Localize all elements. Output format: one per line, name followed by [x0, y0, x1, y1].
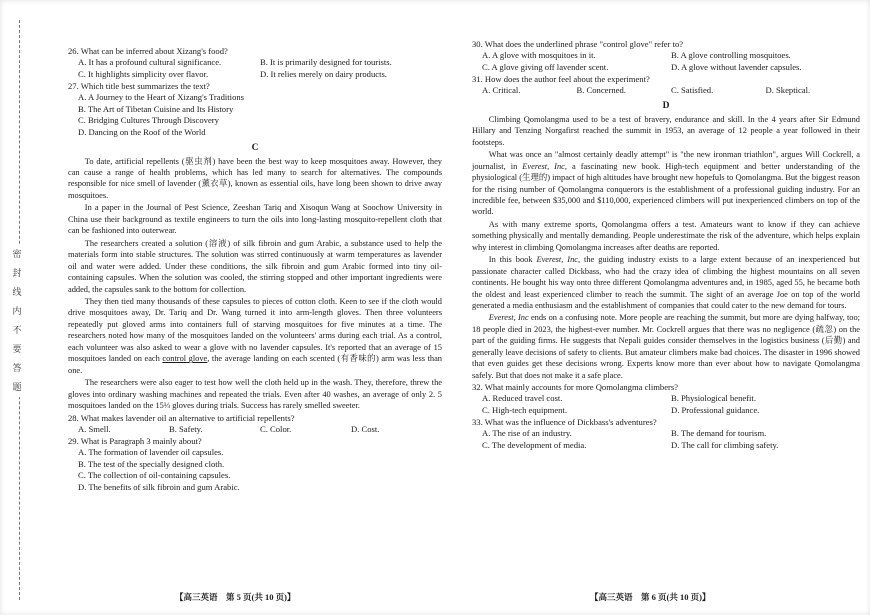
- option-a: A. Reduced travel cost.: [482, 393, 563, 404]
- passage-paragraph: To date, artificial repellents (驱虫剂) have been the best way to keep mosquitoes away. However, they can cause a range of health problems, which has led many to search for alternatives. The compounds responsible for nice smell of lavender (薰衣草), known as essential oils, have long been shown to drive away mosquitoes.: [68, 156, 442, 200]
- passage-paragraph: The researchers created a solution (溶液) of silk fibroin and gum Arabic, a substance used to help the materials form into stable structures. The solution was stirred continuously at warm temperatures as lavender oil and water were added. Under these conditions, the silk fibroin and gum Arabic formed into tiny oil-containing capsules. When the solution was cooled, the stirring stopped and other important ingredients were added, the capsules sank to the bottom for collection.: [68, 238, 442, 294]
- book-title: Everest, Inc: [536, 255, 578, 265]
- question-26: [68, 45, 442, 80]
- option-d: D. The benefits of silk fibroin and gum Arabic.: [78, 481, 240, 492]
- passage-paragraph: [472, 312, 860, 381]
- paragraph-text: , a fascinating new book. High-tech equipment and better understanding of the physiological (生理的) impact of high altitudes have brought new hopefuls to Qomolangma. But the biggest reason for the rising number of Qomolangma conquerors is the establishment of a professional guiding industry. For an incredible fee, between $35,000 and $110,000, experienced climbers will put inexperienced climbers on top of the world.: [472, 161, 860, 217]
- option-b: B. The demand for tourism.: [671, 428, 767, 439]
- question-30: [472, 38, 860, 73]
- option-a: A. Smell.: [78, 423, 111, 434]
- question-29: [68, 435, 442, 493]
- paragraph-text: They then tied many thousands of these capsules to pieces of cotton cloth. Keen to see if the cloth would drive mosquitoes away, Dr. Tariq and Dr. Wang turned it into arm-length gloves. Then three volunteers repeatedly put gloved arms into containers full of starving mosquitoes for five minutes at a time. The researchers noted how many of the mosquitoes landed on the volunteers' arms during each trial. As a control, each volunteer was also asked to wear a glove with no lavender capsules. It's reported that an average of 15 mosquitoes landed on each: [68, 297, 442, 364]
- question-stem: 30. What does the underlined phrase "control glove" refer to?: [472, 39, 684, 49]
- option-c: C. It highlights simplicity over flavor.: [78, 68, 209, 79]
- question-stem: 33. What was the influence of Dickbass's adventures?: [472, 417, 657, 428]
- option-b: B. Physiological benefit.: [671, 393, 756, 404]
- option-c: C. High-tech equipment.: [482, 404, 567, 415]
- page-footer: 【高三英语 第 6 页(共 10 页)】: [590, 592, 711, 602]
- option-a: A. Critical.: [482, 85, 521, 96]
- paragraph-text: , the average landing on each scented (有香味的) arm was less than one.: [68, 354, 442, 375]
- question-stem: 28. What makes lavender oil an alternative to artificial repellents?: [68, 412, 295, 423]
- seal-line-notice: 密 封 线 内 不 要 答 题: [10, 245, 24, 397]
- option-d: D. Cost.: [351, 423, 380, 434]
- option-c: C. Satisfied.: [671, 85, 714, 96]
- options: [472, 85, 860, 97]
- question-stem: 32. What mainly accounts for more Qomolangma climbers?: [472, 382, 679, 393]
- option-c: C. Bridging Cultures Through Discovery: [78, 115, 219, 126]
- options: [68, 57, 442, 80]
- option-a: A. The formation of lavender oil capsules.: [78, 447, 224, 458]
- passage-paragraph: [68, 296, 442, 376]
- option-b: B. The Art of Tibetan Cuisine and Its History: [78, 103, 234, 114]
- question-stem: 29. What is Paragraph 3 mainly about?: [68, 436, 202, 447]
- book-title: Everest, Inc: [488, 313, 529, 323]
- passage-paragraph: The researchers were also eager to test how well the cloth held up in the wash. They, therefore, threw the gloves into ordinary washing machines and repeated the trials. Even after 40 washes, an average of only 2. 5 mosquitoes landed on the 15⅓ gloves during trials. Success has rarely smelled sweeter.: [68, 378, 442, 411]
- question-stem: 31. How does the author feel about the experiment?: [472, 74, 650, 85]
- left-column: [68, 45, 442, 494]
- option-c: C. Color.: [260, 423, 292, 434]
- options: [472, 393, 860, 416]
- question-28: [68, 412, 442, 436]
- options: [472, 428, 860, 451]
- passage-paragraph: [472, 149, 860, 218]
- option-d: D. Professional guidance.: [671, 404, 760, 415]
- option-b: B. Concerned.: [576, 85, 626, 96]
- section-heading: D: [662, 100, 670, 111]
- options: [68, 424, 442, 436]
- question-stem: 27. Which title best summarizes the text?: [68, 81, 210, 92]
- book-title: Everest, Inc: [522, 161, 565, 171]
- option-b: B. It is primarily designed for tourists.: [260, 57, 392, 67]
- option-a: A. It has a profound cultural significance.: [78, 57, 222, 67]
- passage-paragraph: [472, 254, 860, 311]
- option-d: D. Skeptical.: [765, 85, 811, 96]
- option-d: D. A glove without lavender capsules.: [671, 61, 802, 72]
- question-stem: 26. What can be inferred about Xizang's food?: [68, 46, 228, 56]
- option-a: A. The rise of an industry.: [482, 428, 572, 439]
- option-d: D. The call for climbing safety.: [671, 439, 779, 450]
- page-footer: 【高三英语 第 5 页(共 10 页)】: [175, 592, 296, 602]
- question-32: [472, 381, 860, 416]
- underlined-phrase: control glove: [162, 354, 208, 364]
- question-31: [472, 73, 860, 97]
- question-33: [472, 416, 860, 451]
- question-27: [68, 80, 442, 138]
- passage-paragraph: Climbing Qomolangma used to be a test of bravery, endurance and skill. In the 4 years after Sir Edmund Hillary and Tenzing Norgafirst reached the summit in 1953, an average of 12 people a year followed in their footsteps.: [472, 114, 860, 147]
- option-b: B. A glove controlling mosquitoes.: [671, 50, 791, 60]
- page-6: [450, 0, 870, 615]
- options: [68, 92, 442, 138]
- passage-paragraph: As with many extreme sports, Qomolangma offers a test. Amateurs want to know if they can achieve something physically and mentally demanding. People underestimate the risk of the adventure, which helps explain why interest in climbing Qomolangma increases after deaths are reported.: [472, 219, 860, 252]
- paragraph-text: ends on a confusing note. More people are reaching the summit, but more are dying halfway, too; 18 people died in 2023, the highest-ever number. Mr. Cockrell argues that there was no negligence (疏忽) on the part of the guiding firms. He suggests that Nepali guides consider themselves in the logistics business (后勤) and generally leave decisions of safety to clients. But amateur climbers make bad choices. The disaster in 1996 showed that even guides get these decisions wrong. Experts know more than ever about how to navigate Qomolangma safely. But that does not make it a safe place.: [472, 313, 860, 380]
- options: [472, 50, 860, 73]
- paragraph-text: In this book: [488, 255, 537, 265]
- options: [68, 447, 442, 493]
- right-column: [472, 38, 860, 452]
- option-d: D. Dancing on the Roof of the World: [78, 126, 206, 137]
- passage-paragraph: In a paper in the Journal of Pest Science, Zeeshan Tariq and Xisoqun Wang at Soochow University in China use their background as textile engineers to turn the oils into long-lasting mosquito-repellent cloth that can be fashioned into outerwear.: [68, 203, 442, 236]
- option-c: C. The development of media.: [482, 439, 587, 450]
- paragraph-text: What was once an "almost certainly deadly attempt" is "the new ironman triathlon", argues Will Cockrell, a journalist, in: [472, 150, 860, 171]
- option-b: B. Safety.: [169, 423, 203, 434]
- option-c: C. The collection of oil-containing capsules.: [78, 470, 231, 481]
- option-a: A. A Journey to the Heart of Xizang's Traditions: [78, 92, 245, 103]
- option-c: C. A glove giving off lavender scent.: [482, 61, 609, 72]
- paragraph-text: , the guiding industry exists to a large extent because of an inexperienced but passionate character called Dickbass, who had the crazy idea of climbing the highest mountains on all seven continents. He bought his way onto three different Qomolangma adventures and, in 1985, aged 55, he became both the oldest and least experienced climber to reach the summit. The sight of an average Joe on top of the world generated a media enthusiasm and the establishment of companies that could cater to the new demand for tours.: [472, 255, 860, 311]
- option-d: D. It relies merely on dairy products.: [260, 68, 387, 79]
- section-heading: C: [251, 142, 259, 153]
- option-a: A. A glove with mosquitoes in it.: [482, 50, 596, 60]
- option-b: B. The test of the specially designed cloth.: [78, 458, 225, 469]
